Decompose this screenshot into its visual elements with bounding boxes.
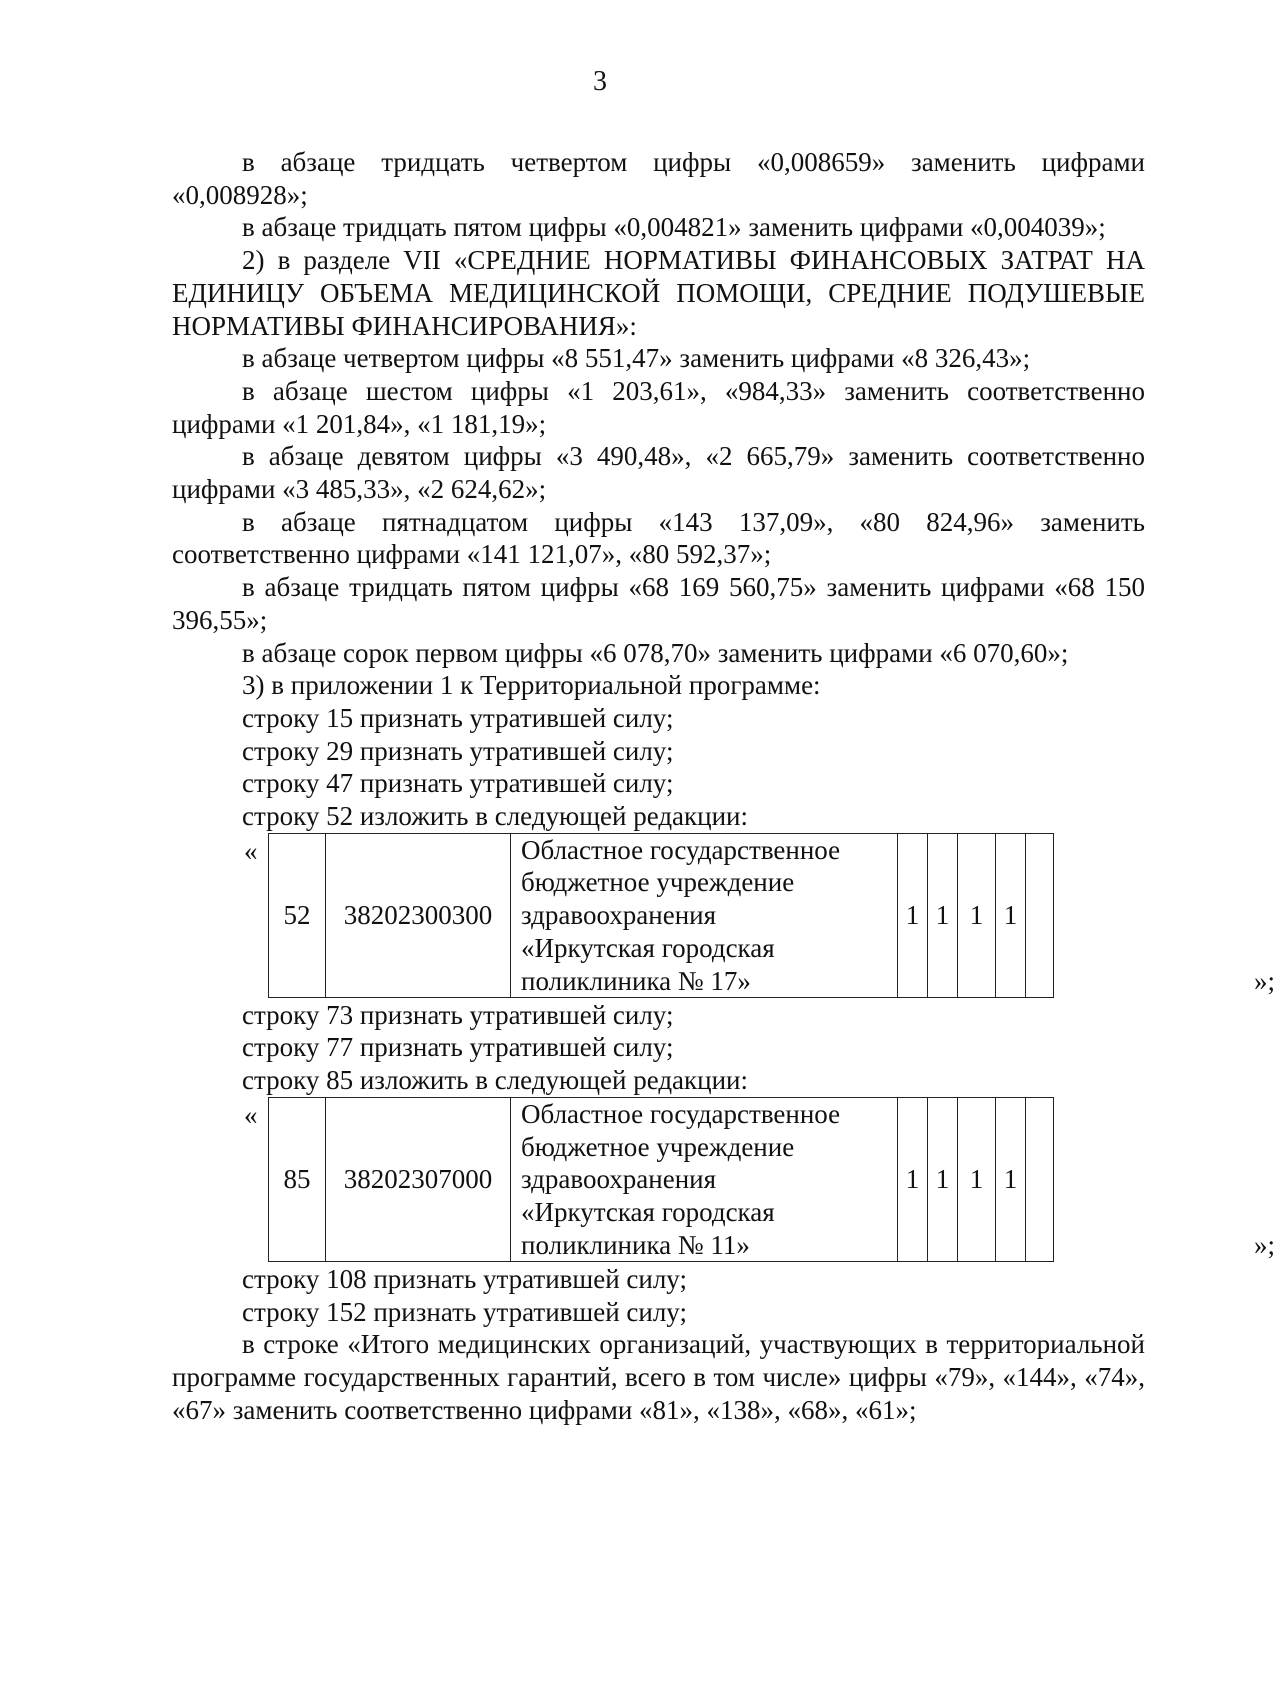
cell-value-2: 1 (928, 833, 958, 998)
name-line: поликлиника № 11» (521, 1229, 750, 1260)
document-body (172, 146, 1275, 1426)
table-row-85 (268, 1097, 1054, 1263)
row-52-amendment (172, 833, 1275, 999)
cell-code: 38202307000 (326, 1097, 511, 1262)
paragraph: в абзаце тридцать пятом цифры «68 169 560,75» заменить цифрами «68 150 396,55»; (172, 572, 1145, 635)
paragraph: строку 52 изложить в следующей редакции: (242, 801, 749, 832)
paragraph: в абзаце тридцать пятом цифры «0,004821» заменить цифрами «0,004039»; (242, 212, 1106, 243)
cell-number: 52 (269, 833, 326, 998)
cell-value-2: 1 (928, 1097, 958, 1262)
cell-value-1: 1 (898, 833, 928, 998)
paragraph: в абзаце тридцать четвертом цифры «0,008659» заменить цифрами «0,008928»; (172, 147, 1145, 210)
cell-organization-name (511, 1097, 898, 1262)
name-line: поликлиника № 17» (521, 965, 751, 996)
paragraph: 2) в разделе VII «СРЕДНИЕ НОРМАТИВЫ ФИНАНСОВЫХ ЗАТРАТ НА ЕДИНИЦУ ОБЪЕМА МЕДИЦИНСКОЙ ПОМОЩИ, СРЕДНИЕ ПОДУШЕВЫЕ НОРМАТИВЫ ФИНАНСИРОВАНИЯ»: (172, 245, 1145, 341)
paragraph: строку 29 признать утратившей силу; (242, 735, 674, 766)
cell-organization-name (511, 833, 898, 998)
paragraph: строку 152 признать утратившей силу; (242, 1296, 687, 1327)
cell-value-3: 1 (958, 833, 996, 998)
row-85-amendment (172, 1097, 1275, 1263)
table-row (269, 833, 1054, 998)
quote-close: »; (1254, 1229, 1275, 1260)
name-line: Областное государственное (521, 834, 841, 865)
name-line: Областное государственное (521, 1098, 841, 1129)
paragraph: в абзаце четвертом цифры «8 551,47» заменить цифрами «8 326,43»; (242, 343, 1031, 374)
cell-value-1: 1 (898, 1097, 928, 1262)
paragraph: строку 47 признать утратившей силу; (242, 768, 674, 799)
cell-number: 85 (269, 1097, 326, 1262)
paragraph: в абзаце сорок первом цифры «6 078,70» заменить цифрами «6 070,60»; (242, 637, 1069, 668)
cell-empty (1026, 833, 1054, 998)
cell-value-3: 1 (958, 1097, 996, 1262)
paragraph: строку 77 признать утратившей силу; (242, 1032, 674, 1063)
table-row (269, 1097, 1054, 1262)
name-line: «Иркутская городская (521, 1196, 775, 1227)
quote-close: »; (1254, 965, 1275, 996)
quote-open: « (244, 835, 258, 866)
cell-empty (1026, 1097, 1054, 1262)
quote-open: « (244, 1099, 258, 1130)
name-line: бюджетное учреждение (521, 867, 795, 898)
paragraph: строку 73 признать утратившей силу; (242, 999, 674, 1030)
paragraph: в абзаце шестом цифры «1 203,61», «984,33» заменить соответственно цифрами «1 201,84», «1 181,19»; (172, 375, 1145, 439)
paragraph: строку 85 изложить в следующей редакции: (242, 1065, 749, 1096)
paragraph: 3) в приложении 1 к Территориальной программе: (242, 670, 821, 701)
paragraph: в абзаце пятнадцатом цифры «143 137,09», «80 824,96» заменить соответственно цифрами «141 121,07», «80 592,37»; (172, 506, 1145, 570)
paragraph: строку 15 признать утратившей силу; (242, 702, 674, 733)
name-line: «Иркутская городская (521, 932, 775, 963)
name-line: здравоохранения (521, 900, 717, 931)
cell-code: 38202300300 (326, 833, 511, 998)
table-row-52 (268, 833, 1054, 999)
paragraph: в строке «Итого медицинских организаций, участвующих в территориальной программе государственных гарантий, всего в том числе» цифры «79», «144», «74», «67» заменить соответственно цифрами «81», «138», «68», «61»; (172, 1329, 1145, 1425)
paragraph: в абзаце девятом цифры «3 490,48», «2 665,79» заменить соответственно цифрами «3 485,33», «2 624,62»; (172, 441, 1145, 505)
paragraph: строку 108 признать утратившей силу; (242, 1263, 687, 1294)
name-line: здравоохранения (521, 1164, 717, 1195)
name-line: бюджетное учреждение (521, 1131, 795, 1162)
page-number: 3 (593, 66, 607, 97)
cell-value-4: 1 (996, 833, 1026, 998)
cell-value-4: 1 (996, 1097, 1026, 1262)
